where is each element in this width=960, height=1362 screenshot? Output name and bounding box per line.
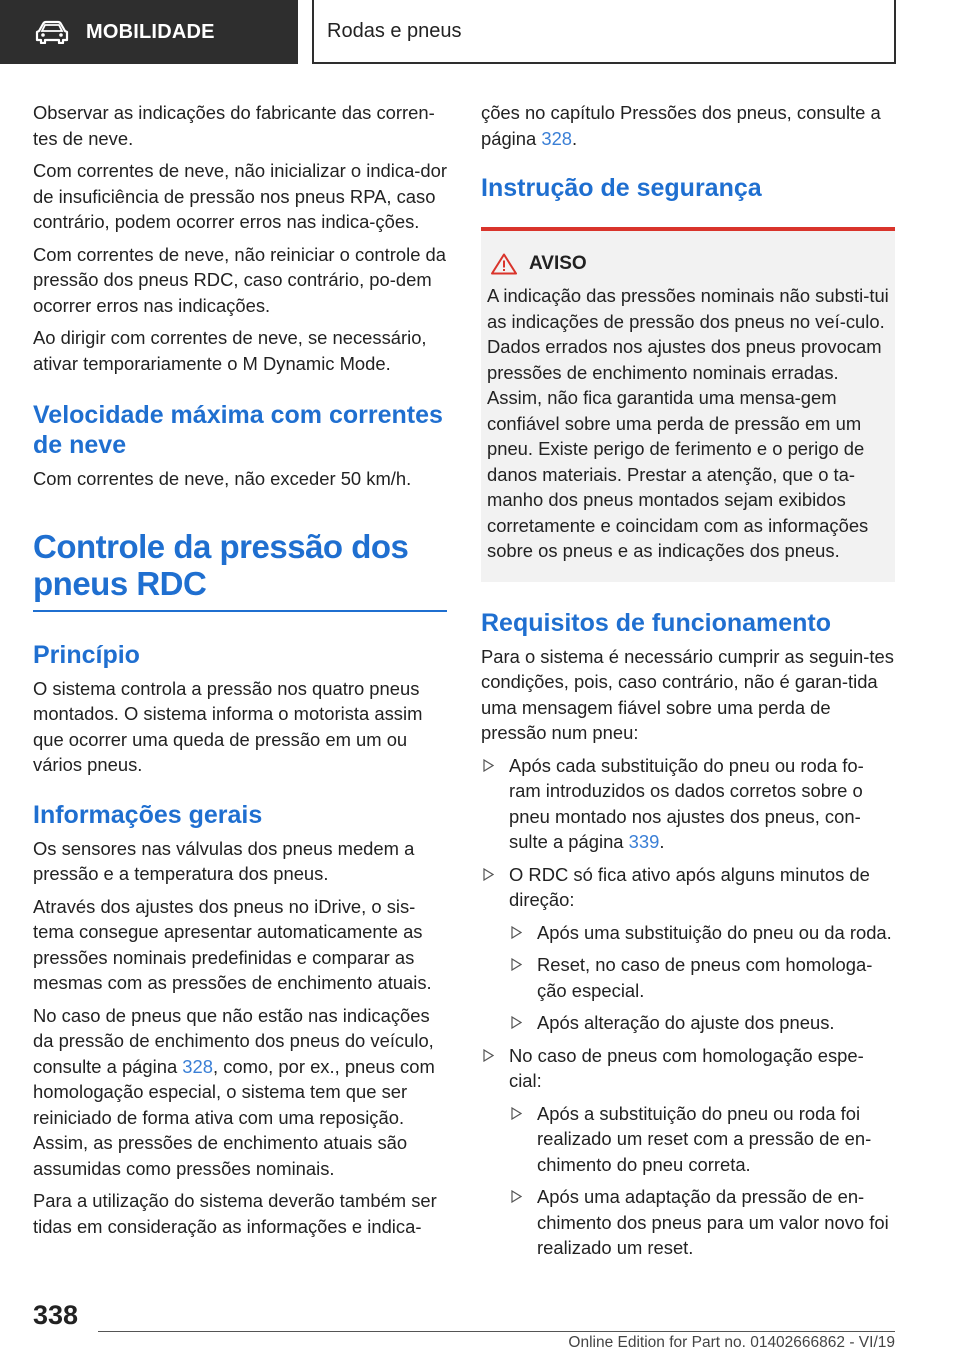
text: Reset, no caso de pneus com homologa-ção especial. bbox=[537, 954, 873, 1001]
paragraph: Para a utilização do sistema deverão também ser tidas em consideração as informações e indica- bbox=[33, 1190, 437, 1237]
right-column bbox=[481, 100, 895, 1268]
text: Após uma substituição do pneu ou da roda. bbox=[537, 921, 892, 943]
paragraph: Com correntes de neve, não exceder 50 km/h. bbox=[33, 468, 412, 489]
section-title-box bbox=[312, 0, 896, 64]
page-link-339[interactable]: 339 bbox=[628, 831, 660, 852]
edition-note: Online Edition for Part no. 01402666862 - VI/19 bbox=[568, 1334, 895, 1351]
page-number: 338 bbox=[33, 1300, 79, 1330]
list-item bbox=[481, 753, 895, 855]
paragraph: Com correntes de neve, não reiniciar o controle da pressão dos pneus RDC, caso contrário, po-dem ocorrer erros nas indicações. bbox=[33, 243, 446, 316]
paragraph: Ao dirigir com correntes de neve, se necessário, ativar temporariamente o M Dynamic Mode. bbox=[33, 327, 427, 374]
paragraph: Observar as indicações do fabricante das corren-tes de neve. bbox=[33, 102, 435, 149]
heading-principle: Princípio bbox=[33, 640, 140, 669]
warning-triangle-icon bbox=[491, 253, 517, 275]
text: O RDC só fica ativo após alguns minutos de direção: bbox=[509, 863, 870, 910]
bullet-triangle-icon bbox=[483, 759, 494, 772]
heading-requirements: Requisitos de funcionamento bbox=[481, 608, 832, 637]
text: , como, por ex., pneus com homologação especial, o sistema tem que ser reiniciado de forma ativa com uma reposição. Assim, as pressões de enchimento atuais são assumidas como pressões nominais. bbox=[33, 1055, 435, 1179]
chapter-tab[interactable] bbox=[0, 0, 298, 64]
car-icon bbox=[34, 20, 70, 44]
bullet-triangle-icon bbox=[511, 1190, 522, 1203]
list-item bbox=[509, 1101, 895, 1178]
sub-list bbox=[509, 1101, 895, 1261]
text: . bbox=[572, 127, 578, 149]
left-column bbox=[33, 100, 447, 1246]
heading-max-speed: Velocidade máxima com correntes de neve bbox=[33, 401, 443, 459]
text: No caso de pneus com homologação espe-cial: bbox=[509, 1044, 864, 1091]
sub-list bbox=[509, 920, 895, 1036]
bullet-triangle-icon bbox=[511, 1107, 522, 1120]
list-item bbox=[481, 862, 895, 1036]
warning-box bbox=[481, 231, 895, 582]
list-item bbox=[509, 1010, 895, 1036]
footer-rule bbox=[98, 1331, 895, 1332]
chapter-label: MOBILIDADE bbox=[86, 20, 215, 43]
requirements-list bbox=[481, 753, 895, 1261]
warning-text: A indicação das pressões nominais não substi-tui as indicações de pressão dos pneus no veí-culo. Dados errados nos ajustes dos pneus provocam pressões de enchimento nominais erradas. Assim, não fica garantida uma mensa-gem confiável sobre uma perda de pressão em um pneu. Existe perigo de ferimento e o perigo de danos materiais. Prestar a atenção, que o ta-manho dos pneus montados sejam exibidos corretamente e coincidam com as informações sobre os pneus e as indicações dos pneus. bbox=[487, 285, 889, 561]
paragraph bbox=[481, 100, 895, 151]
section-title: Rodas e pneus bbox=[327, 19, 462, 42]
list-item bbox=[509, 920, 895, 946]
text: No caso de pneus que não estão nas indicações da pressão de enchimento dos pneus do veículo, consulte a página bbox=[33, 1004, 434, 1077]
bullet-triangle-icon bbox=[511, 958, 522, 971]
warning-header bbox=[487, 253, 889, 275]
text: Após uma adaptação da pressão de en-chimento dos pneus para um valor novo foi realizado um reset. bbox=[537, 1186, 889, 1258]
heading-tire-pressure-control: Controle da pressão dos pneus RDC bbox=[33, 527, 409, 602]
text: . bbox=[659, 831, 665, 852]
list-item bbox=[509, 952, 895, 1003]
paragraph: Através dos ajustes dos pneus no iDrive, o sis-tema consegue apresentar automaticamente as pressões nominais predefinidas e comparar as mesmas com as pressões de enchimento atuais. bbox=[33, 895, 432, 993]
bullet-triangle-icon bbox=[483, 1049, 494, 1062]
list-item bbox=[509, 1184, 895, 1261]
heading-safety: Instrução de segurança bbox=[481, 174, 762, 202]
list-item bbox=[481, 1043, 895, 1261]
bullet-triangle-icon bbox=[511, 926, 522, 939]
paragraph: Com correntes de neve, não inicializar o indica-dor de insuficiência de pressão nos pneus RPA, caso contrário, podem ocorrer erros nas indica-ções. bbox=[33, 160, 447, 232]
text: ções no capítulo Pressões dos pneus, consulte a página bbox=[481, 102, 881, 149]
paragraph: Os sensores nas válvulas dos pneus medem a pressão e a temperatura dos pneus. bbox=[33, 837, 415, 884]
paragraph: O sistema controla a pressão nos quatro pneus montados. O sistema informa o motorista assim que ocorrer uma queda de pressão em um ou vários pneus. bbox=[33, 677, 423, 775]
bullet-triangle-icon bbox=[483, 868, 494, 881]
text: Após cada substituição do pneu ou roda fo-ram introduzidos os dados corretos sobre o pneu montado nos ajustes dos pneus, con-sulte a página bbox=[509, 754, 864, 852]
text: Após a substituição do pneu ou roda foi realizado um reset com a pressão de en-chimento do pneu correta. bbox=[537, 1102, 872, 1175]
heading-general-info: Informações gerais bbox=[33, 800, 263, 829]
page-link-328[interactable]: 328 bbox=[541, 127, 573, 149]
paragraph: Para o sistema é necessário cumprir as seguin-tes condições, pois, caso contrário, não é garan-tida uma mensagem fiável sobre uma perda de pressão num pneu: bbox=[481, 645, 894, 743]
bullet-triangle-icon bbox=[511, 1016, 522, 1029]
page-link-328[interactable]: 328 bbox=[182, 1055, 213, 1077]
heading-rule bbox=[33, 610, 447, 612]
paragraph bbox=[33, 1003, 447, 1182]
warning-label: AVISO bbox=[529, 253, 587, 274]
text: Após alteração do ajuste dos pneus. bbox=[537, 1012, 835, 1033]
